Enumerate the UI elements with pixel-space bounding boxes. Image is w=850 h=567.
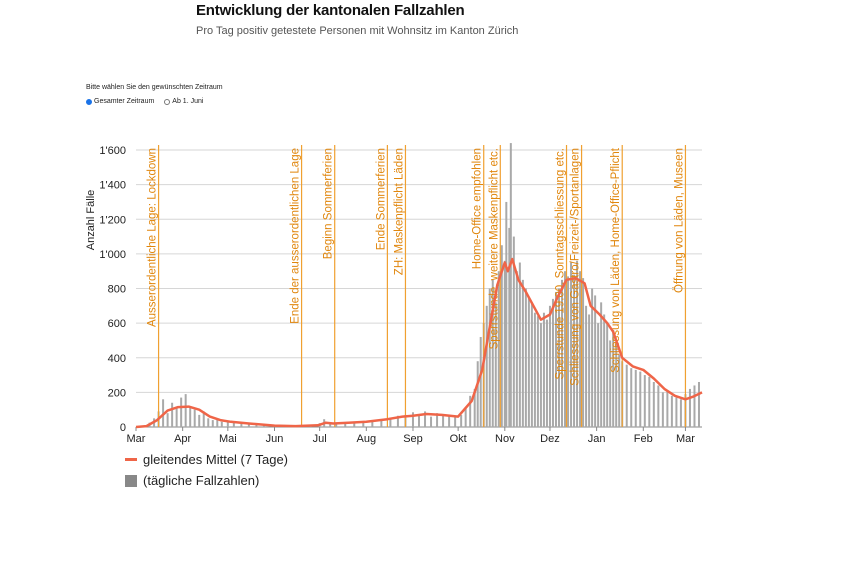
event-label: Ende der ausserordentlichen Lage [289, 148, 302, 324]
daily-case-bar [606, 323, 608, 427]
daily-case-bar [689, 389, 691, 427]
x-tick-label: Jun [265, 433, 284, 445]
bar-swatch-icon [125, 475, 137, 487]
event-label: Beginn Sommerferien [322, 148, 335, 260]
page-title: Entwicklung der kantonalen Fallzahlen [196, 2, 465, 19]
x-tick-label: Feb [633, 433, 653, 445]
daily-case-bar [528, 297, 530, 427]
x-tick-label: Apr [174, 433, 192, 445]
daily-case-bar [189, 406, 191, 427]
daily-case-bar [639, 372, 641, 427]
daily-case-bar [594, 295, 596, 427]
daily-case-bar [534, 313, 536, 427]
radio-label: Ab 1. Juni [172, 98, 204, 105]
daily-case-bar [477, 361, 479, 427]
daily-case-bar [626, 365, 628, 427]
daily-case-bar [603, 314, 605, 427]
daily-case-bar [207, 418, 209, 427]
x-tick-label: Dez [540, 433, 560, 445]
daily-case-bar [212, 420, 214, 427]
event-label: Sperrstunde, weitere Maskenpflicht etc. [488, 148, 501, 350]
y-tick-label: 200 [107, 387, 126, 400]
event-label: Schliessung von Gastro/Freizeit-/Sportanlagen [569, 148, 582, 386]
daily-case-bar [221, 422, 223, 427]
event-label: Ausserordentliche Lage: Lockdown [146, 148, 159, 328]
daily-case-bar [675, 398, 677, 427]
daily-case-bar [540, 323, 542, 427]
daily-case-bar [600, 302, 602, 427]
daily-case-bar [194, 410, 196, 427]
daily-case-bar [666, 391, 668, 427]
daily-case-bar [549, 306, 551, 427]
event-label: Öffnung von Läden, Museen [673, 148, 686, 293]
x-tick-label: Mar [675, 433, 695, 445]
y-tick-label: 800 [107, 283, 126, 296]
daily-case-bar [510, 143, 512, 427]
x-tick-label: Mai [218, 433, 237, 445]
y-tick-label: 1'000 [99, 248, 126, 261]
daily-case-bar [418, 415, 420, 427]
event-label: Sperrstunde 19.00, Sonntagsschliessung etc. [554, 148, 567, 380]
y-tick-label: 1'400 [99, 179, 126, 192]
legend-item-bars[interactable] [125, 470, 288, 491]
daily-case-bar [505, 202, 507, 427]
daily-case-bar [537, 316, 539, 427]
legend-line-label: gleitendes Mittel (7 Tage) [143, 452, 289, 467]
event-label: Home-Office empfohlen [471, 148, 484, 270]
daily-case-bar [531, 302, 533, 427]
daily-case-bar [657, 385, 659, 427]
daily-case-bar [662, 392, 664, 427]
x-tick-label: Jul [312, 433, 327, 445]
daily-case-bar [680, 399, 682, 427]
daily-case-bar [698, 382, 700, 427]
chart-legend [125, 449, 288, 491]
x-tick-label: Sep [403, 433, 423, 445]
x-tick-label: Nov [495, 433, 515, 445]
event-label: ZH: Maskenpflicht Läden [393, 148, 406, 276]
daily-case-bar [454, 417, 456, 427]
daily-case-bar [525, 289, 527, 428]
daily-case-bar [543, 313, 545, 427]
daily-case-bar [448, 416, 450, 427]
daily-case-bar [585, 306, 587, 427]
event-label: Ende Sommerferien [375, 148, 388, 251]
daily-case-bar [671, 396, 673, 427]
daily-case-bar [176, 408, 178, 427]
range-prompt: Bitte wählen Sie den gewünschten Zeitraum [86, 84, 223, 91]
daily-case-bar [644, 375, 646, 427]
daily-case-bar [519, 263, 521, 427]
daily-case-bar [460, 415, 462, 427]
y-tick-label: 400 [107, 352, 126, 365]
daily-case-bar [693, 385, 695, 427]
y-tick-label: 600 [107, 318, 126, 331]
x-tick-label: Okt [449, 433, 467, 445]
daily-case-bar [180, 398, 182, 427]
daily-case-bar [582, 278, 584, 427]
legend-bar-label: (tägliche Fallzahlen) [143, 473, 260, 488]
y-tick-label: 1'600 [99, 145, 126, 157]
daily-case-bar [465, 408, 467, 427]
daily-case-bar [185, 394, 187, 427]
y-axis-label: Anzahl Fälle [85, 189, 97, 251]
daily-case-bar [588, 314, 590, 427]
x-tick-label: Jan [587, 433, 606, 445]
x-tick-label: Mar [126, 433, 146, 445]
daily-case-bar [171, 403, 173, 427]
page-subtitle: Pro Tag positiv getestete Personen mit Wohnsitz im Kanton Zürich [196, 25, 519, 37]
y-tick-label: 0 [119, 422, 126, 434]
daily-case-bar [198, 415, 200, 427]
daily-case-bar [516, 271, 518, 427]
event-label: Schliessung von Läden, Home-Office-Pflicht [610, 148, 623, 373]
daily-case-bar [635, 370, 637, 427]
daily-case-bar [522, 280, 524, 427]
daily-case-bar [648, 377, 650, 427]
x-tick-label: Aug [356, 433, 377, 445]
legend-item-line[interactable] [125, 449, 288, 470]
daily-case-bar [430, 417, 432, 427]
daily-case-bar [480, 337, 482, 427]
daily-case-bar [653, 382, 655, 427]
radio-label: Gesamter Zeitraum [94, 98, 155, 105]
y-tick-label: 1'200 [99, 214, 126, 227]
daily-case-bar [630, 368, 632, 427]
daily-case-bar [546, 320, 548, 427]
daily-case-bar [167, 413, 169, 427]
line-swatch-icon [125, 458, 137, 461]
daily-case-bar [597, 323, 599, 427]
